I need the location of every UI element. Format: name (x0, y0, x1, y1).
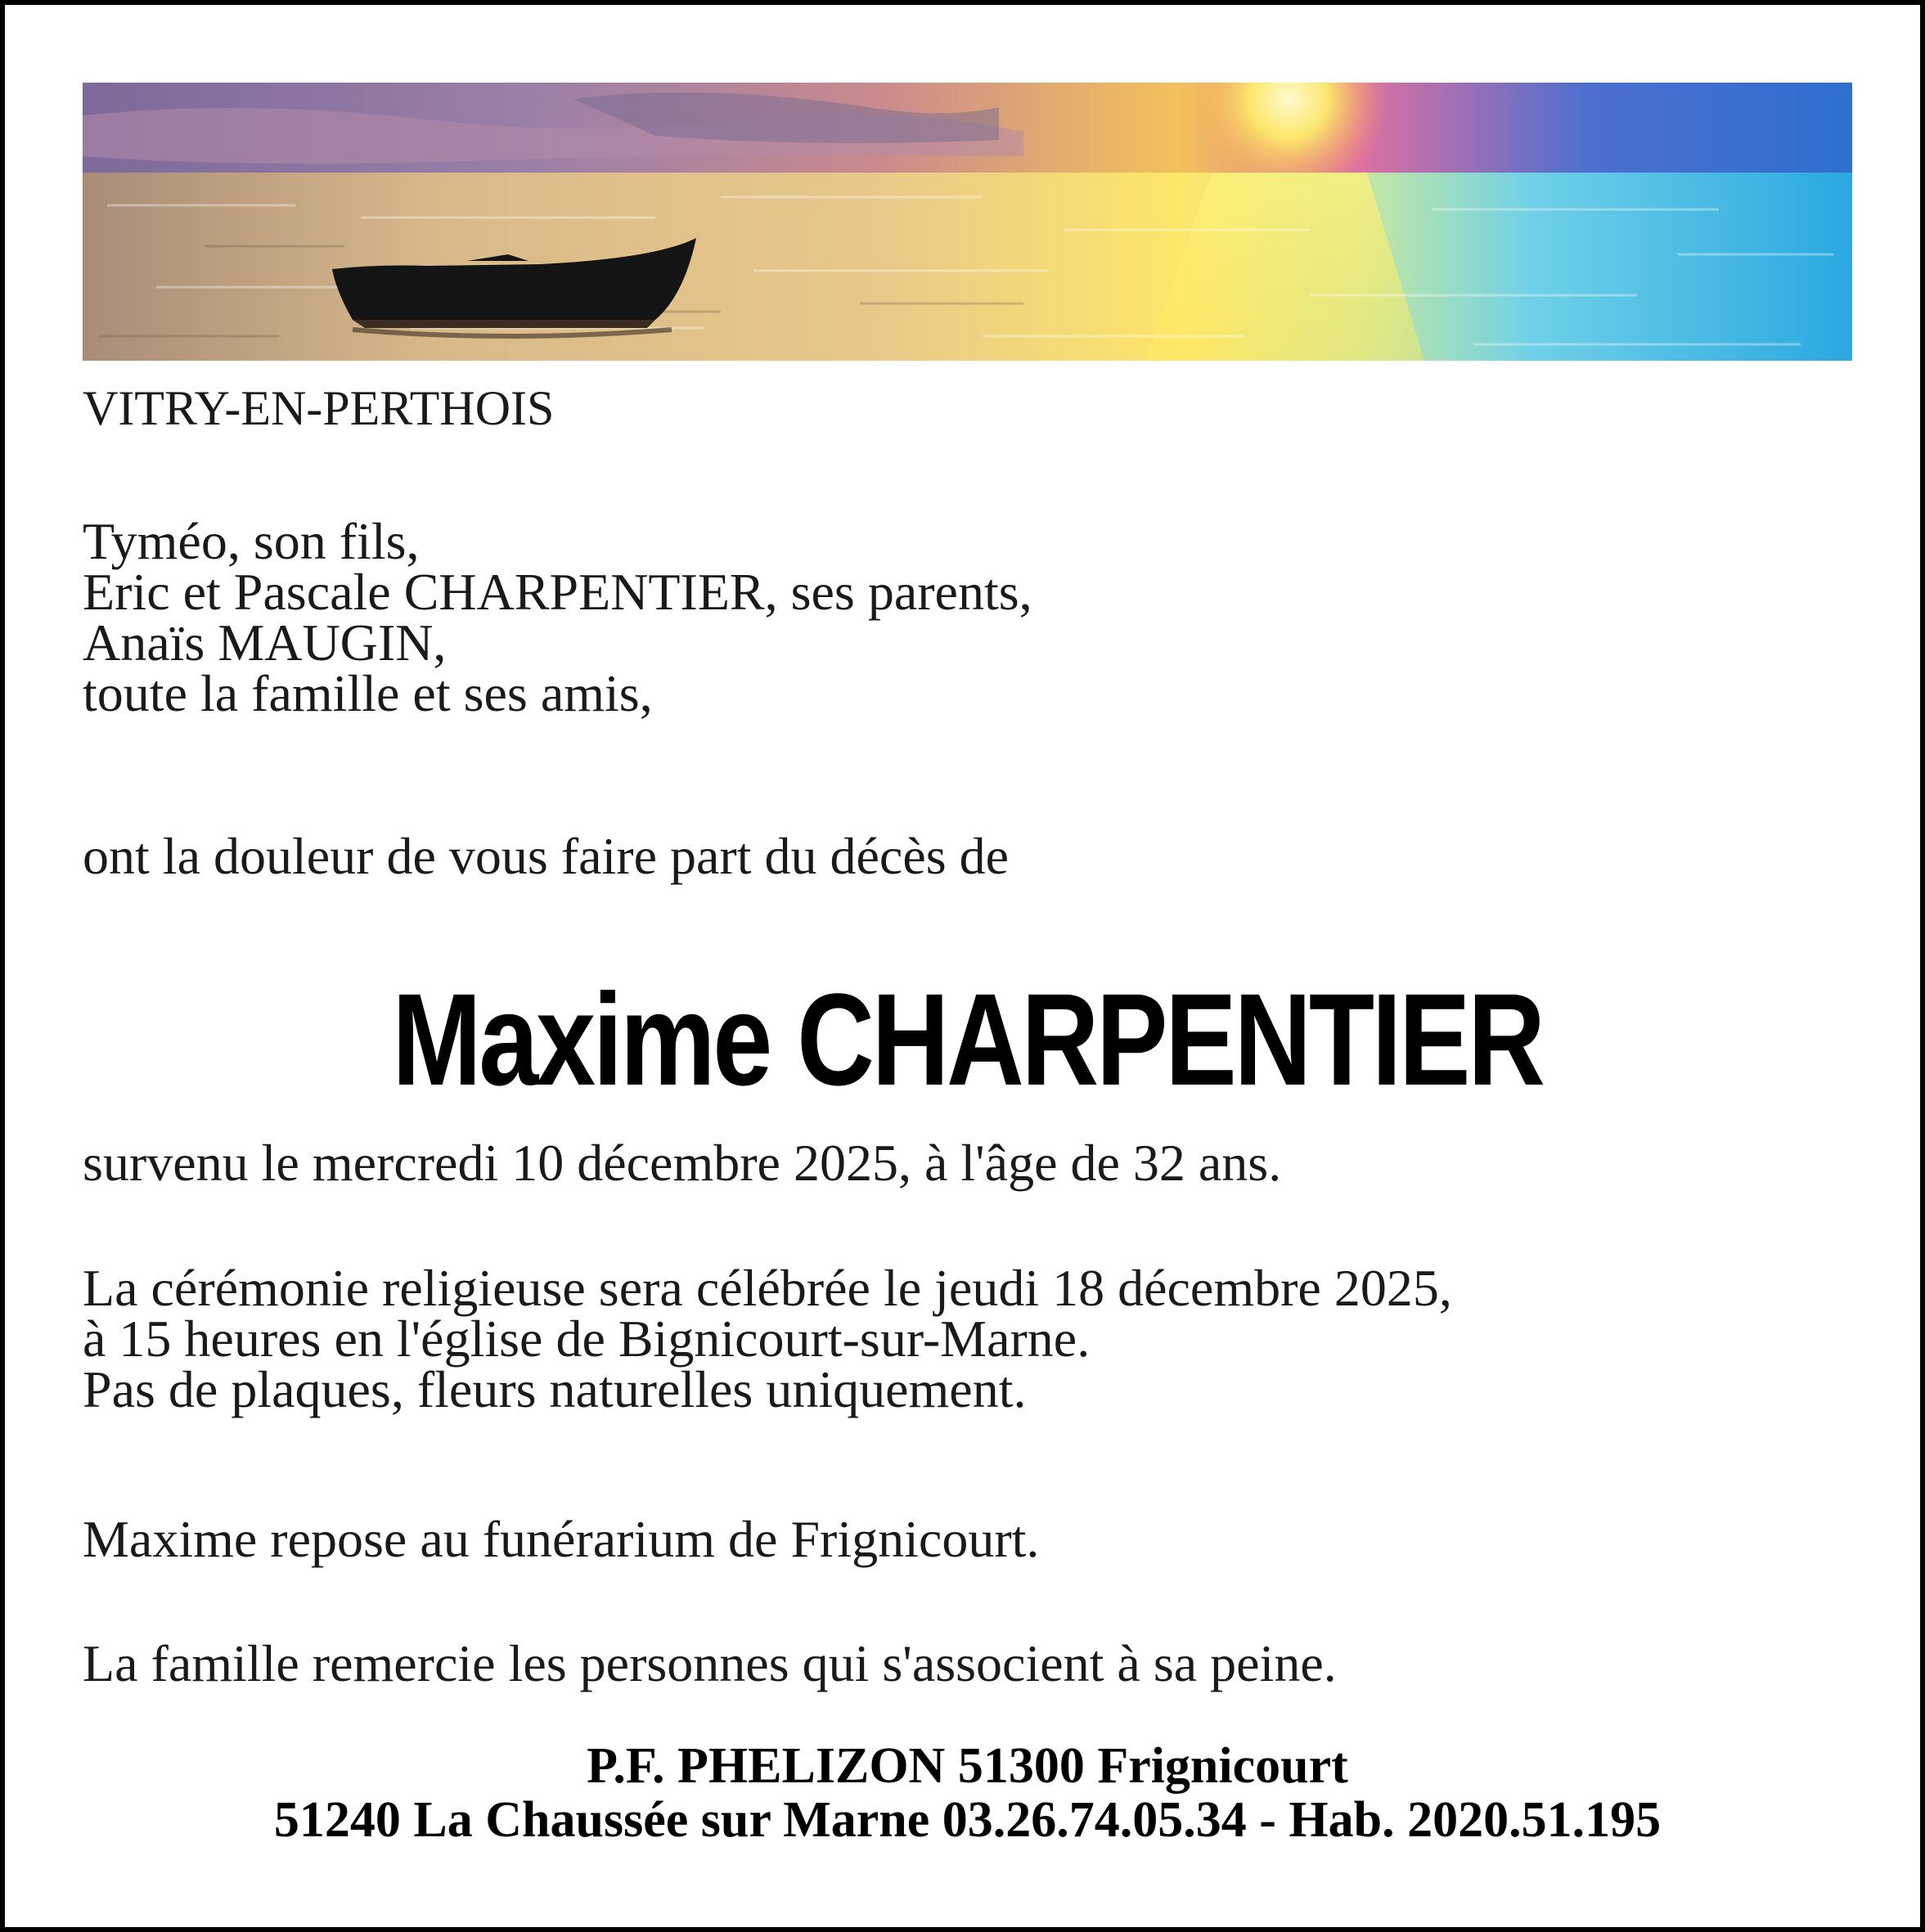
family-list (83, 512, 1032, 722)
deceased-name: Maxime CHARPENTIER (392, 966, 1543, 1112)
family-line: toute la famille et ses amis, (83, 664, 653, 722)
family-line: Eric et Pascale CHARPENTIER, ses parents, (83, 563, 1032, 621)
ceremony-line: à 15 heures en l'église de Bignicourt-sur-Marne. (83, 1310, 1091, 1368)
announcement-text: ont la douleur de vous faire part du décès de (83, 827, 1010, 885)
funeral-home-name: P.F. PHELIZON 51300 Frignicourt (587, 1738, 1348, 1794)
sunset-sea-boat-icon (83, 83, 1852, 361)
death-date-text: survenu le mercredi 10 décembre 2025, à l'âge de 32 ans. (83, 1134, 1282, 1192)
thanks-text: La famille remercie les personnes qui s'associent à sa peine. (83, 1634, 1337, 1692)
funeral-home-contact: 51240 La Chaussée sur Marne 03.26.74.05.34 - Hab. 2020.51.195 (273, 1792, 1662, 1848)
resting-place-text: Maxime repose au funérarium de Frignicourt. (83, 1510, 1040, 1568)
family-line: Tyméo, son fils, (83, 512, 420, 570)
ceremony-line: La cérémonie religieuse sera célébrée le jeudi 18 décembre 2025, (83, 1259, 1452, 1317)
family-line: Anaïs MAUGIN, (83, 613, 447, 672)
funeral-home-footer (5, 1739, 1925, 1847)
ceremony-line: Pas de plaques, fleurs naturelles uniquement. (83, 1360, 1027, 1418)
sunset-banner-image (83, 83, 1852, 361)
location-heading: VITRY-EN-PERTHOIS (83, 381, 555, 435)
ceremony-details (83, 1259, 1452, 1418)
